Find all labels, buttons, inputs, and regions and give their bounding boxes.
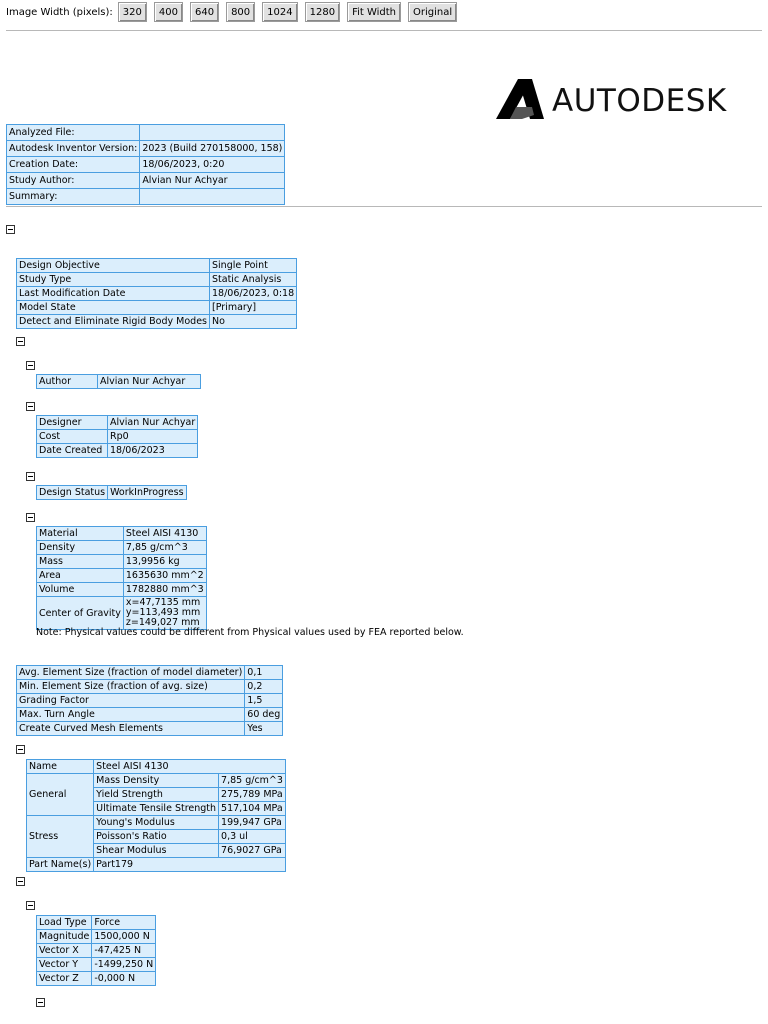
collapse-toggle-icon[interactable] bbox=[26, 901, 35, 910]
cog-y: y=113,493 mm bbox=[125, 607, 201, 618]
table-cell: Designer bbox=[37, 416, 108, 430]
table-cell: Study Author: bbox=[7, 173, 140, 189]
table-cell: Area bbox=[37, 569, 124, 583]
table-row bbox=[17, 273, 297, 287]
table-cell: Poisson's Ratio bbox=[94, 830, 219, 844]
mesh-settings-table bbox=[16, 665, 283, 736]
table-cell: Autodesk Inventor Version: bbox=[7, 141, 140, 157]
study-properties-table bbox=[16, 258, 297, 329]
table-cell: Creation Date: bbox=[7, 157, 140, 173]
cog-z: z=149,027 mm bbox=[125, 617, 200, 628]
collapse-toggle-icon[interactable] bbox=[26, 513, 35, 522]
fit-width-button[interactable]: Fit Width bbox=[347, 2, 401, 22]
table-cell: Summary: bbox=[7, 189, 140, 205]
table-row bbox=[17, 287, 297, 301]
table-row bbox=[37, 916, 156, 930]
table-cell: 517,104 MPa bbox=[219, 802, 286, 816]
table-row bbox=[7, 141, 285, 157]
summary-table bbox=[36, 374, 201, 389]
width-800-button[interactable]: 800 bbox=[226, 2, 255, 22]
table-cell: Design Objective bbox=[17, 259, 210, 273]
table-cell: Single Point bbox=[210, 259, 297, 273]
table-cell: Material bbox=[37, 527, 124, 541]
table-cell: Cost bbox=[37, 430, 108, 444]
table-cell: Magnitude bbox=[37, 930, 92, 944]
table-cell: Date Created bbox=[37, 444, 108, 458]
table-cell: Volume bbox=[37, 583, 124, 597]
table-cell: Center of Gravity bbox=[37, 597, 124, 630]
table-cell: Alvian Nur Achyar bbox=[108, 416, 198, 430]
table-cell: No bbox=[210, 315, 297, 329]
table-row bbox=[37, 416, 198, 430]
table-row bbox=[27, 760, 286, 774]
table-cell: 0,1 bbox=[245, 666, 283, 680]
table-cell: Mass Density bbox=[94, 774, 219, 788]
table-row bbox=[37, 944, 156, 958]
table-cell: 7,85 g/cm^3 bbox=[123, 541, 206, 555]
table-cell: 1,5 bbox=[245, 694, 283, 708]
table-row bbox=[17, 680, 283, 694]
table-cell: Stress bbox=[27, 816, 94, 858]
collapse-toggle-icon[interactable] bbox=[16, 337, 25, 346]
table-cell: 2023 (Build 270158000, 158) bbox=[140, 141, 285, 157]
table-cell: 1635630 mm^2 bbox=[123, 569, 206, 583]
table-cell: Density bbox=[37, 541, 124, 555]
image-width-label: Image Width (pixels): bbox=[6, 6, 113, 18]
table-row bbox=[27, 774, 286, 788]
table-row bbox=[37, 444, 198, 458]
table-cell: 0,2 bbox=[245, 680, 283, 694]
table-cell bbox=[140, 125, 285, 141]
table-row bbox=[37, 541, 207, 555]
table-cell: 18/06/2023, 0:20 bbox=[140, 157, 285, 173]
cog-x: x=47,7135 mm bbox=[125, 597, 201, 608]
project-table bbox=[36, 415, 198, 458]
table-cell: Vector Z bbox=[37, 972, 92, 986]
table-cell: Max. Turn Angle bbox=[17, 708, 245, 722]
status-table bbox=[36, 485, 187, 500]
table-cell: Static Analysis bbox=[210, 273, 297, 287]
table-cell: -0,000 N bbox=[92, 972, 156, 986]
table-row bbox=[7, 125, 285, 141]
table-row bbox=[37, 375, 201, 389]
table-cell: Author bbox=[37, 375, 98, 389]
table-row bbox=[37, 958, 156, 972]
table-row bbox=[27, 816, 286, 830]
table-cell: -47,425 N bbox=[92, 944, 156, 958]
table-cell: Rp0 bbox=[108, 430, 198, 444]
table-row bbox=[37, 569, 207, 583]
table-cell: Mass bbox=[37, 555, 124, 569]
autodesk-logo-text: AUTODESK bbox=[552, 83, 727, 119]
table-row bbox=[37, 972, 156, 986]
table-cell: 1500,000 N bbox=[92, 930, 156, 944]
original-button[interactable]: Original bbox=[408, 2, 457, 22]
collapse-toggle-icon[interactable] bbox=[26, 402, 35, 411]
table-cell: Steel AISI 4130 bbox=[123, 527, 206, 541]
table-cell: WorkInProgress bbox=[108, 486, 186, 500]
center-of-gravity-cell bbox=[123, 597, 206, 630]
table-cell: 275,789 MPa bbox=[219, 788, 286, 802]
table-row bbox=[27, 858, 286, 872]
collapse-toggle-icon[interactable] bbox=[16, 877, 25, 886]
table-cell: Analyzed File: bbox=[7, 125, 140, 141]
table-cell: Steel AISI 4130 bbox=[94, 760, 286, 774]
table-cell: 13,9956 kg bbox=[123, 555, 206, 569]
table-cell: Young's Modulus bbox=[94, 816, 219, 830]
table-cell: Yield Strength bbox=[94, 788, 219, 802]
table-cell: Model State bbox=[17, 301, 210, 315]
table-cell: Alvian Nur Achyar bbox=[98, 375, 201, 389]
table-row bbox=[17, 708, 283, 722]
table-cell: General bbox=[27, 774, 94, 816]
table-cell: Load Type bbox=[37, 916, 92, 930]
table-cell bbox=[140, 189, 285, 205]
table-row bbox=[37, 527, 207, 541]
collapse-toggle-icon[interactable] bbox=[26, 472, 35, 481]
table-row bbox=[17, 722, 283, 736]
collapse-toggle-icon[interactable] bbox=[26, 361, 35, 370]
table-cell: Grading Factor bbox=[17, 694, 245, 708]
table-cell: 18/06/2023, 0:18 bbox=[210, 287, 297, 301]
table-row bbox=[17, 694, 283, 708]
table-cell: Avg. Element Size (fraction of model diameter) bbox=[17, 666, 245, 680]
collapse-toggle-icon[interactable] bbox=[36, 998, 45, 1007]
width-320-button[interactable]: 320 bbox=[118, 2, 147, 22]
table-cell: 199,947 GPa bbox=[219, 816, 286, 830]
table-cell: Create Curved Mesh Elements bbox=[17, 722, 245, 736]
table-cell: Vector Y bbox=[37, 958, 92, 972]
autodesk-logo bbox=[496, 79, 727, 123]
width-1024-button[interactable]: 1024 bbox=[262, 2, 297, 22]
table-cell: Name bbox=[27, 760, 94, 774]
table-cell: Ultimate Tensile Strength bbox=[94, 802, 219, 816]
table-cell: Part179 bbox=[94, 858, 286, 872]
table-cell: 18/06/2023 bbox=[108, 444, 198, 458]
file-info-table bbox=[6, 124, 285, 205]
force-table bbox=[36, 915, 156, 986]
table-cell: Last Modification Date bbox=[17, 287, 210, 301]
table-row bbox=[7, 173, 285, 189]
table-cell: 76,9027 GPa bbox=[219, 844, 286, 858]
width-400-button[interactable]: 400 bbox=[154, 2, 183, 22]
table-row bbox=[37, 930, 156, 944]
table-row bbox=[37, 583, 207, 597]
top-divider bbox=[6, 30, 762, 31]
table-cell: 1782880 mm^3 bbox=[123, 583, 206, 597]
width-640-button[interactable]: 640 bbox=[190, 2, 219, 22]
table-cell: Detect and Eliminate Rigid Body Modes bbox=[17, 315, 210, 329]
table-row bbox=[17, 666, 283, 680]
table-cell: Vector X bbox=[37, 944, 92, 958]
table-cell: [Primary] bbox=[210, 301, 297, 315]
width-1280-button[interactable]: 1280 bbox=[305, 2, 340, 22]
section-divider bbox=[6, 206, 762, 207]
physical-note: Note: Physical values could be different from Physical values used by FEA reported below. bbox=[36, 627, 464, 638]
table-row bbox=[37, 486, 187, 500]
table-cell: -1499,250 N bbox=[92, 958, 156, 972]
table-cell: Force bbox=[92, 916, 156, 930]
table-row bbox=[37, 430, 198, 444]
table-row bbox=[37, 555, 207, 569]
table-cell: Alvian Nur Achyar bbox=[140, 173, 285, 189]
image-width-toolbar bbox=[6, 1, 464, 23]
table-cell: Yes bbox=[245, 722, 283, 736]
material-table bbox=[26, 759, 286, 872]
table-row bbox=[17, 301, 297, 315]
physical-table bbox=[36, 526, 207, 630]
table-cell: Shear Modulus bbox=[94, 844, 219, 858]
table-cell: Design Status bbox=[37, 486, 108, 500]
table-cell: 0,3 ul bbox=[219, 830, 286, 844]
table-cell: 60 deg bbox=[245, 708, 283, 722]
table-cell: Study Type bbox=[17, 273, 210, 287]
table-row bbox=[7, 157, 285, 173]
table-cell: Min. Element Size (fraction of avg. size) bbox=[17, 680, 245, 694]
table-row bbox=[37, 597, 207, 630]
table-row bbox=[17, 259, 297, 273]
table-row bbox=[17, 315, 297, 329]
collapse-toggle-icon[interactable] bbox=[6, 225, 15, 234]
table-row bbox=[7, 189, 285, 205]
table-cell: Part Name(s) bbox=[27, 858, 94, 872]
collapse-toggle-icon[interactable] bbox=[16, 745, 25, 754]
table-cell: 7,85 g/cm^3 bbox=[219, 774, 286, 788]
autodesk-mark-icon bbox=[496, 79, 544, 123]
